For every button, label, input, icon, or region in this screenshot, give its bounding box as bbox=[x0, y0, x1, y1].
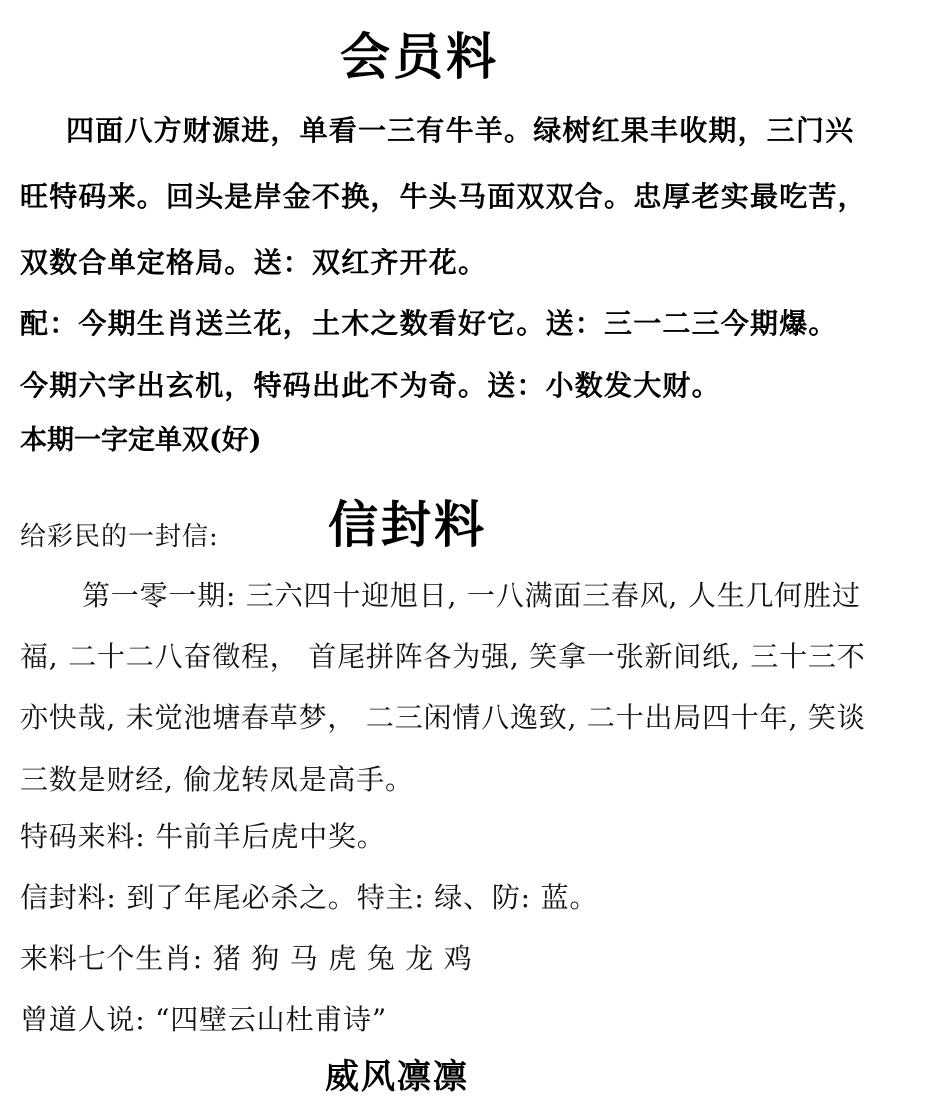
envelope-detail-line: 来料七个生肖: 猪 狗 马 虎 兔 龙 鸡 bbox=[20, 942, 473, 975]
members-paragraph-line: 旺特码来。回头是岸金不换，牛头马面双双合。忠厚老实最吃苦， bbox=[20, 180, 867, 213]
letter-label: 给彩民的一封信: bbox=[20, 522, 219, 552]
members-paragraph-line: 双数合单定格局。送：双红齐开花。 bbox=[20, 246, 488, 279]
envelope-paragraph-line: 第一零一期: 三六四十迎旭日, 一八满面三春风, 人生几何胜过 bbox=[82, 579, 861, 612]
envelope-title: 信封料 bbox=[328, 495, 487, 554]
envelope-paragraph-line: 福, 二十二八奋徵程， 首尾拼阵各为强, 笑拿一张新间纸, 三十三不 bbox=[20, 640, 866, 673]
members-title: 会员料 bbox=[340, 27, 499, 86]
footer-title: 威风凛凛 bbox=[325, 1057, 469, 1097]
members-paragraph-line: 配：今期生肖送兰花，土木之数看好它。送：三一二三今期爆。 bbox=[20, 307, 838, 340]
envelope-detail-line: 曾道人说: “四壁云山杜甫诗” bbox=[20, 1003, 387, 1036]
envelope-paragraph-line: 三数是财经, 偷龙转凤是高手。 bbox=[20, 763, 414, 796]
envelope-paragraph-line: 亦快哉, 未觉池塘春草梦， 二三闲情八逸致, 二十出局四十年, 笑谈 bbox=[20, 701, 866, 734]
members-paragraph-line: 今期六字出玄机，特码出此不为奇。送：小数发大财。 bbox=[20, 369, 721, 402]
members-paragraph-line: 四面八方财源进，单看一三有牛羊。绿树红果丰收期，三门兴 bbox=[66, 114, 855, 147]
envelope-detail-line: 信封料: 到了年尾必杀之。特主: 绿、防: 蓝。 bbox=[20, 881, 599, 914]
members-note: 本期一字定单双(好) bbox=[20, 425, 262, 456]
envelope-detail-line: 特码来料: 牛前羊后虎中奖。 bbox=[20, 820, 386, 853]
